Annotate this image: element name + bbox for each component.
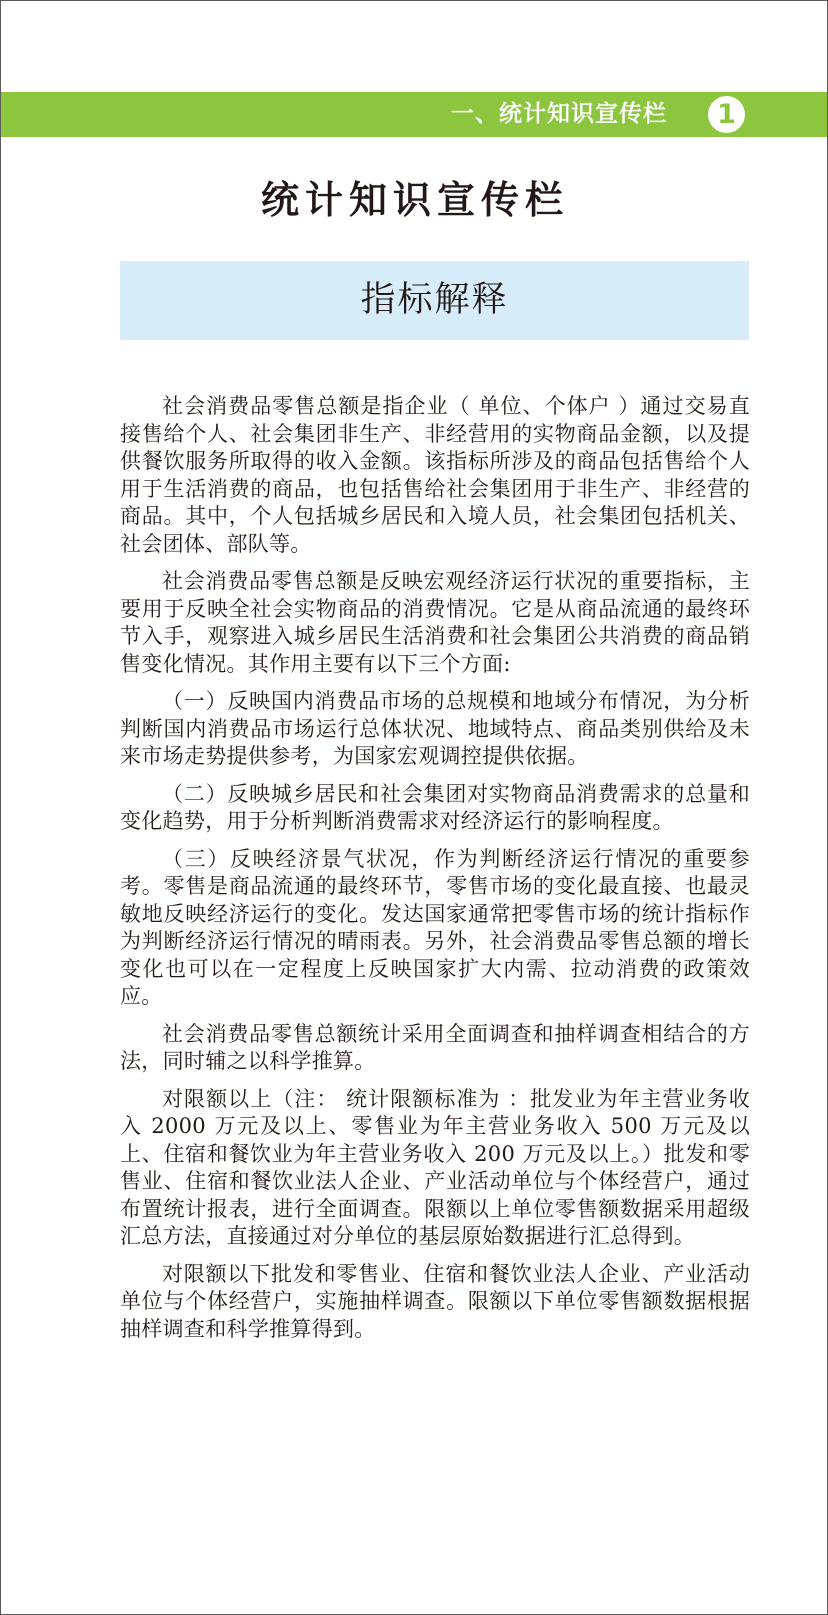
paragraph-role-3: （三）反映经济景气状况，作为判断经济运行情况的重要参考。零售是商品流通的最终环节，零售市场的变化最直接、也最灵敏地反映经济运行的变化。发达国家通常把零售市场的统计指标作为判断经济运行情况的晴雨表。另外，社会消费品零售总额的增长变化也可以在一定程度上反映国家扩大内需、拉动消费的政策效应。 xyxy=(120,846,750,1008)
paragraph-significance: 社会消费品零售总额是反映宏观经济运行状况的重要指标，主要用于反映全社会实物商品的消费情况。它是从商品流通的最终环节入手，观察进入城乡居民生活消费和社会集团公共消费的商品销售变化情况。其作用主要有以下三个方面: xyxy=(120,569,750,676)
subtitle-banner: 指标解释 xyxy=(120,261,749,340)
paragraph-method: 社会消费品零售总额统计采用全面调查和抽样调查相结合的方法，同时辅之以科学推算。 xyxy=(120,1021,750,1073)
page-title: 统计知识宣传栏 xyxy=(260,178,569,222)
paragraph-above-limit: 对限额以上（注： 统计限额标准为 ：批发业为年主营业务收入 2000 万元及以上、零售业为年主营业务收入 500 万元及以上、住宿和餐饮业为年主营业务收入 200 万元及以上。）批发和零售业、住宿和餐饮业法人企业、产业活动单位与个体经营户，通过布置统计报表，进行全面调查。限额以上单位零售额数据采用超级汇总方法，直接通过对分单位的基层原始数据进行汇总得到。 xyxy=(120,1086,750,1248)
paragraph-role-2: （二）反映城乡居民和社会集团对实物商品消费需求的总量和变化趋势，用于分析判断消费需求对经济运行的影响程度。 xyxy=(120,781,750,833)
section-header-band xyxy=(1,92,827,137)
paragraph-role-1: （一）反映国内消费品市场的总规模和地域分布情况，为分析判断国内消费品市场运行总体状况、地域特点、商品类别供给及未来市场走势提供参考，为国家宏观调控提供依据。 xyxy=(120,689,750,768)
paragraph-below-limit: 对限额以下批发和零售业、住宿和餐饮业法人企业、产业活动单位与个体经营户，实施抽样调查。限额以下单位零售额数据根据抽样调查和科学推算得到。 xyxy=(120,1261,750,1341)
article-body xyxy=(120,393,750,1353)
section-number-badge: 1 xyxy=(708,96,745,133)
section-label: 一、统计知识宣传栏 xyxy=(451,101,667,127)
paragraph-definition: 社会消费品零售总额是指企业（ 单位、个体户 ）通过交易直接售给个人、社会集团非生产、非经营用的实物商品金额，以及提供餐饮服务所取得的收入金额。该指标所涉及的商品包括售给个人用于生活消费的商品，也包括售给社会集团用于非生产、非经营的商品。其中，个人包括城乡居民和入境人员，社会集团包括机关、社会团体、部队等。 xyxy=(120,394,750,556)
